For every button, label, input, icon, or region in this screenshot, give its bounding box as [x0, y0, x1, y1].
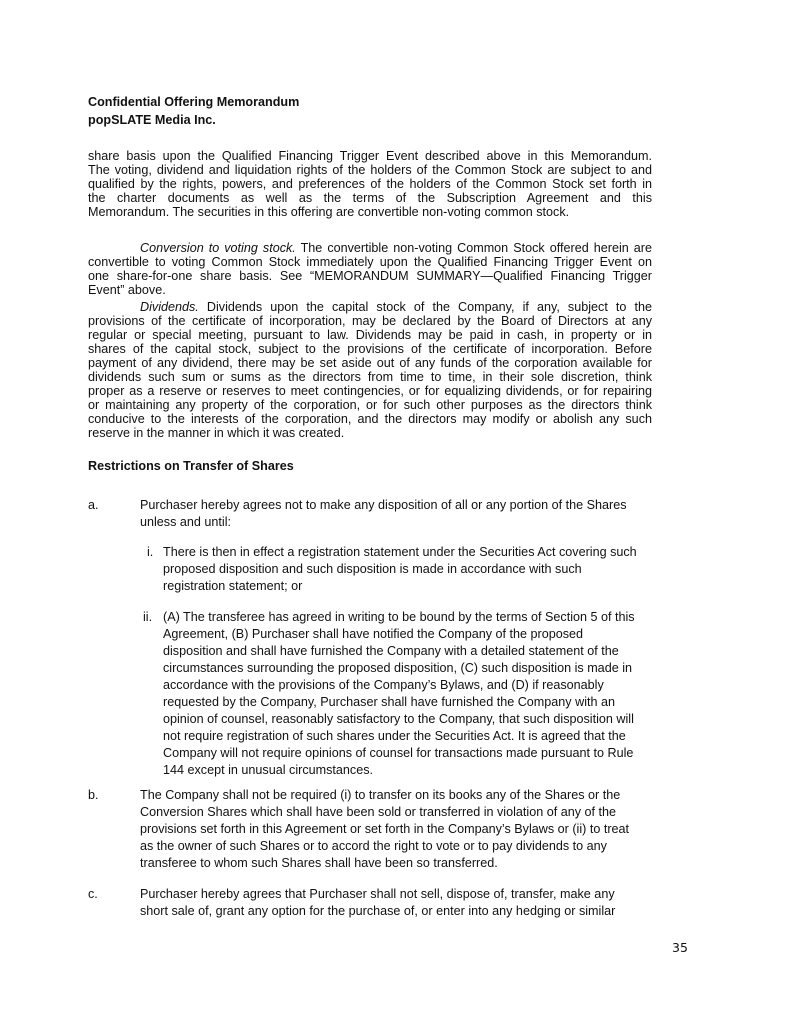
- text-line: Memorandum. The securities in this offering are convertible non-voting common stock.: [88, 205, 570, 219]
- text-line: The Company shall not be required (i) to transfer on its books any of the Shares or the: [140, 788, 621, 802]
- text-line: conducive to the interests of the corporation, and the directors may modify or abolish any such: [88, 412, 652, 426]
- text-line: Conversion Shares which shall have been sold or transferred in violation of any of the: [140, 805, 617, 819]
- list-label: b.: [88, 788, 99, 802]
- text-line: short sale of, grant any option for the purchase of, or enter into any hedging or similar: [140, 904, 616, 918]
- list-label: c.: [88, 887, 98, 901]
- text-line: Purchaser hereby agrees not to make any disposition of all or any portion of the Shares: [140, 498, 627, 512]
- conversion-title: Conversion to voting stock.: [140, 241, 296, 255]
- text-line: 144 except in unusual circumstances.: [163, 763, 374, 777]
- text-line: disposition and shall have furnished the Company with a detailed statement of the: [163, 644, 619, 658]
- text-line: reserve in the manner in which it was created.: [88, 426, 345, 440]
- text-line: transferee to whom such Shares shall have been so transferred.: [140, 856, 498, 870]
- dividends-text: Dividends upon the capital stock of the Company, if any, subject to the: [198, 300, 652, 314]
- conversion-text: The convertible non-voting Common Stock offered herein are: [295, 241, 652, 255]
- list-text: [140, 886, 615, 919]
- text-line: Event” above.: [88, 283, 166, 297]
- header-title: Confidential Offering Memorandum: [88, 95, 300, 109]
- text-line: requested by the Company, Purchaser shall have furnished the Company with an: [163, 695, 615, 709]
- list-text: [140, 497, 627, 530]
- text-line: opinion of counsel, reasonably satisfactory to the Company, that such disposition will: [163, 712, 634, 726]
- text-line: the charter documents as well as the terms of the Subscription Agreement and this: [88, 191, 652, 205]
- list-label: ii.: [143, 610, 153, 624]
- text-line: or maintaining any property of the corporation, or for such other purposes as the directors think: [88, 398, 652, 412]
- text-line: convertible to voting Common Stock immediately upon the Qualified Financing Trigger Event on: [88, 255, 652, 269]
- text-line: circumstances surrounding the proposed disposition, (C) such disposition is made in: [163, 661, 633, 675]
- text-line: The voting, dividend and liquidation rights of the holders of the Common Stock are subject to and: [88, 163, 652, 177]
- text-line: proposed disposition and such disposition is made in accordance with such: [163, 562, 582, 576]
- text-line: provisions set forth in this Agreement or set forth in the Company’s Bylaws or (ii) to treat: [140, 822, 630, 836]
- text-line: regular or special meeting, pursuant to law. Dividends may be paid in cash, in property or in: [88, 328, 652, 342]
- text-line: Agreement, (B) Purchaser shall have notified the Company of the proposed: [163, 627, 584, 641]
- list-label: i.: [147, 545, 154, 559]
- text-line: There is then in effect a registration statement under the Securities Act covering such: [163, 545, 637, 559]
- list-text: [163, 544, 637, 594]
- text-line: Company will not require opinions of counsel for transactions made pursuant to Rule: [163, 746, 634, 760]
- list-text: [163, 609, 635, 778]
- text-line: provisions of the certificate of incorporation, may be declared by the Board of Directors at any: [88, 314, 652, 328]
- paragraph-share-basis: [88, 149, 652, 219]
- text-line: as the owner of such Shares or to accord the right to vote or to pay dividends to any: [140, 839, 607, 853]
- text-line: accordance with the provisions of the Company’s Bylaws, and (D) if reasonably: [163, 678, 604, 692]
- text-line: unless and until:: [140, 515, 232, 529]
- dividends-title: Dividends.: [140, 300, 199, 314]
- page-number: 35: [672, 940, 688, 955]
- text-line: shares of the capital stock, subject to the provisions of the certificate of incorporation. Before: [88, 342, 652, 356]
- paragraph-conversion: [88, 241, 652, 297]
- text-line: Purchaser hereby agrees that Purchaser shall not sell, dispose of, transfer, make any: [140, 887, 615, 901]
- list-text: [140, 787, 629, 871]
- paragraph-dividends: [88, 300, 652, 440]
- list-label: a.: [88, 498, 99, 512]
- text-line: dividends such sum or sums as the directors from time to time, in their sole discretion, think: [88, 370, 652, 384]
- text-line: one share-for-one share basis. See “MEMORANDUM SUMMARY—Qualified Financing Trigger: [88, 269, 652, 283]
- text-line: payment of any dividend, there may be set aside out of any funds of the corporation available for: [88, 356, 652, 370]
- text-line: (A) The transferee has agreed in writing to be bound by the terms of Section 5 of this: [163, 610, 635, 624]
- text-line: not require registration of such shares under the Securities Act. It is agreed that the: [163, 729, 626, 743]
- section-heading: Restrictions on Transfer of Shares: [88, 459, 294, 473]
- text-line: qualified by the rights, powers, and preferences of the holders of the Common Stock set forth in: [88, 177, 652, 191]
- text-line: share basis upon the Qualified Financing Trigger Event described above in this Memorandum.: [88, 149, 652, 163]
- text-line: registration statement; or: [163, 579, 303, 593]
- header-company: popSLATE Media Inc.: [88, 113, 216, 127]
- document-header: [88, 94, 299, 128]
- text-line: proper as a reserve or reserves to meet contingencies, or for equalizing dividends, or for repairing: [88, 384, 652, 398]
